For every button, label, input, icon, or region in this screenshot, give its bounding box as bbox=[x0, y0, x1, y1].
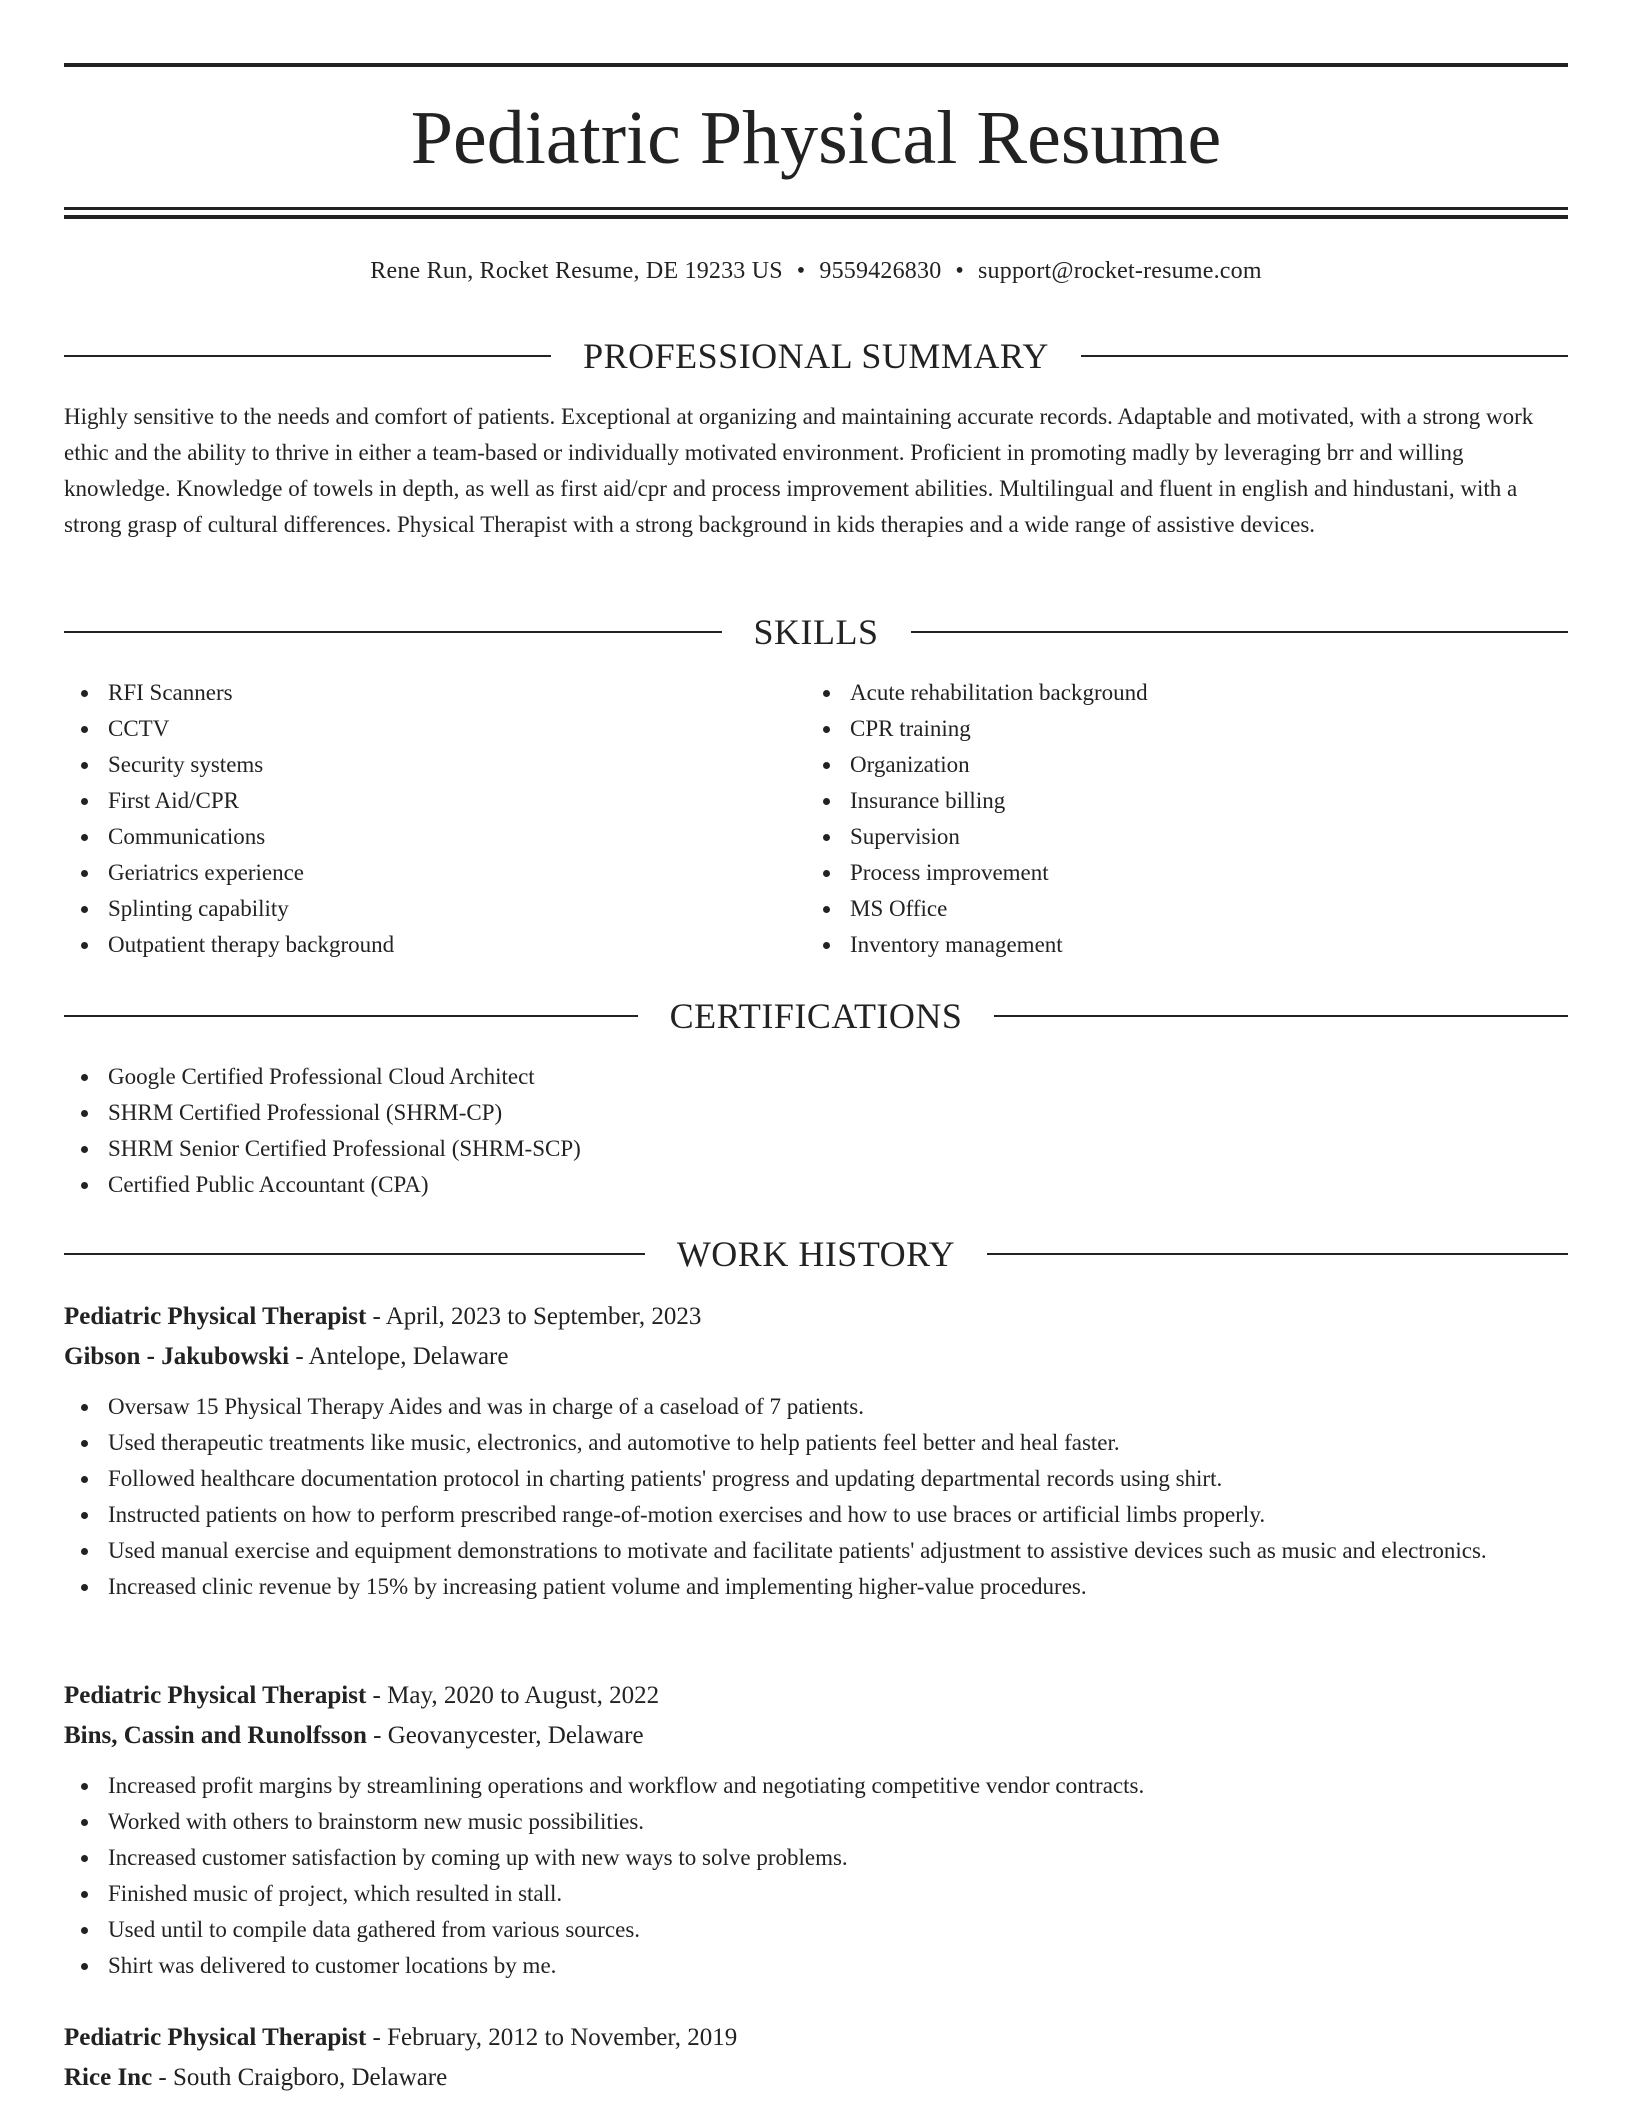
skill-item: RFI Scanners bbox=[64, 675, 764, 711]
contact-address: Rene Run, Rocket Resume, DE 19233 US bbox=[370, 258, 783, 284]
job-bullet: Oversaw 15 Physical Therapy Aides and was in charge of a caseload of 7 patients. bbox=[64, 1389, 1568, 1425]
job-bullet: Instructed patients on how to perform prescribed range-of-motion exercises and how to use braces or artificial limbs properly. bbox=[64, 1497, 1568, 1533]
section-rule-left bbox=[64, 631, 722, 633]
contact-phone: 9559426830 bbox=[819, 258, 942, 284]
job-company: Bins, Cassin and Runolfsson bbox=[64, 1722, 367, 1749]
job-location: - South Craigboro, Delaware bbox=[152, 2064, 448, 2091]
skill-item: Communications bbox=[64, 819, 764, 855]
certification-item: SHRM Senior Certified Professional (SHRM-SCP) bbox=[64, 1131, 1568, 1167]
skill-item: Splinting capability bbox=[64, 891, 764, 927]
job-bullet: Worked with others to brainstorm new music possibilities. bbox=[64, 1804, 1568, 1840]
job-location: - Antelope, Delaware bbox=[289, 1343, 509, 1370]
skill-item: Acute rehabilitation background bbox=[806, 675, 1506, 711]
job-company-line bbox=[64, 1716, 1568, 1756]
header-double-rule-upper bbox=[64, 207, 1568, 210]
section-title-summary: PROFESSIONAL SUMMARY bbox=[583, 336, 1049, 376]
job-company-line bbox=[64, 2058, 1568, 2098]
skill-item: CPR training bbox=[806, 711, 1506, 747]
section-rule-left bbox=[64, 1015, 638, 1017]
job-title: Pediatric Physical Therapist bbox=[64, 2024, 367, 2051]
certifications-block bbox=[64, 1059, 1568, 1203]
section-title-certifications: CERTIFICATIONS bbox=[669, 996, 963, 1036]
job-bullet: Finished music of project, which resulted in stall. bbox=[64, 1876, 1568, 1912]
skill-item: Process improvement bbox=[806, 855, 1506, 891]
certifications-list bbox=[64, 1059, 1568, 1203]
skills-column-right bbox=[806, 675, 1506, 963]
job-bullet: Shirt was delivered to customer locations by me. bbox=[64, 1948, 1568, 1984]
skill-item: First Aid/CPR bbox=[64, 783, 764, 819]
section-rule-right bbox=[994, 1015, 1568, 1017]
certification-item: Certified Public Accountant (CPA) bbox=[64, 1167, 1568, 1203]
header-top-rule bbox=[64, 63, 1568, 67]
job-bullet: Used manual exercise and equipment demonstrations to motivate and facilitate patients' adjustment to assistive devices such as music and electronics. bbox=[64, 1533, 1568, 1569]
skills-list-left bbox=[64, 675, 764, 963]
skills-column-left bbox=[64, 675, 764, 963]
job-dates: - May, 2020 to August, 2022 bbox=[366, 1682, 660, 1709]
job-dates: - February, 2012 to November, 2019 bbox=[366, 2024, 738, 2051]
contact-separator: • bbox=[796, 258, 806, 284]
job-bullet: Increased clinic revenue by 15% by increasing patient volume and implementing higher-value procedures. bbox=[64, 1569, 1568, 1605]
section-rule-left bbox=[64, 1253, 645, 1255]
job-entry bbox=[64, 1297, 1568, 1605]
skill-item: Supervision bbox=[806, 819, 1506, 855]
job-dates: - April, 2023 to September, 2023 bbox=[366, 1303, 702, 1330]
section-title-work-history: WORK HISTORY bbox=[676, 1234, 956, 1274]
section-header-skills bbox=[64, 610, 1568, 654]
job-bullet: Used until to compile data gathered from various sources. bbox=[64, 1912, 1568, 1948]
job-company-line bbox=[64, 1337, 1568, 1377]
job-bullets bbox=[64, 1768, 1568, 1984]
job-title-line bbox=[64, 1676, 1568, 1716]
job-title-line bbox=[64, 2018, 1568, 2058]
job-title-line bbox=[64, 1297, 1568, 1337]
skill-item: Insurance billing bbox=[806, 783, 1506, 819]
job-bullet: Followed healthcare documentation protocol in charting patients' progress and updating departmental records using shirt. bbox=[64, 1461, 1568, 1497]
certification-item: Google Certified Professional Cloud Architect bbox=[64, 1059, 1568, 1095]
section-rule-right bbox=[911, 631, 1569, 633]
job-location: - Geovanycester, Delaware bbox=[366, 1722, 644, 1749]
section-rule-right bbox=[987, 1253, 1568, 1255]
job-title: Pediatric Physical Therapist bbox=[64, 1303, 367, 1330]
section-header-work-history bbox=[64, 1232, 1568, 1276]
job-bullets bbox=[64, 1389, 1568, 1605]
job-bullet: Increased profit margins by streamlining operations and workflow and negotiating competitive vendor contracts. bbox=[64, 1768, 1568, 1804]
job-bullet: Increased customer satisfaction by coming up with new ways to solve problems. bbox=[64, 1840, 1568, 1876]
section-header-certifications bbox=[64, 994, 1568, 1038]
section-header-summary bbox=[64, 334, 1568, 378]
skills-list-right bbox=[806, 675, 1506, 963]
skill-item: Organization bbox=[806, 747, 1506, 783]
contact-email: support@rocket-resume.com bbox=[978, 258, 1262, 284]
skill-item: MS Office bbox=[806, 891, 1506, 927]
job-entry bbox=[64, 2018, 1568, 2098]
job-bullet: Used therapeutic treatments like music, electronics, and automotive to help patients feel better and heal faster. bbox=[64, 1425, 1568, 1461]
skill-item: Outpatient therapy background bbox=[64, 927, 764, 963]
resume-title: Pediatric Physical Resume bbox=[410, 96, 1222, 180]
skill-item: Geriatrics experience bbox=[64, 855, 764, 891]
skill-item: CCTV bbox=[64, 711, 764, 747]
skill-item: Security systems bbox=[64, 747, 764, 783]
section-rule-left bbox=[64, 355, 551, 357]
skill-item: Inventory management bbox=[806, 927, 1506, 963]
contact-separator: • bbox=[955, 258, 965, 284]
summary-text: Highly sensitive to the needs and comfort of patients. Exceptional at organizing and maintaining accurate records. Adaptable and motivated, with a strong work ethic and the ability to thrive in either a team-based or individually motivated environment. Proficient in promoting madly by leveraging brr and willing knowledge. Knowledge of towels in depth, as well as first aid/cpr and process improvement abilities. Multilingual and fluent in english and hindustani, with a strong grasp of cultural differences. Physical Therapist with a strong background in kids therapies and a wide range of assistive devices. bbox=[64, 404, 1534, 537]
job-company: Gibson - Jakubowski bbox=[64, 1343, 290, 1370]
contact-line bbox=[64, 255, 1568, 287]
job-company: Rice Inc bbox=[64, 2064, 153, 2091]
job-entry bbox=[64, 1676, 1568, 1984]
section-rule-right bbox=[1081, 355, 1568, 357]
section-title-skills: SKILLS bbox=[753, 612, 879, 652]
job-title: Pediatric Physical Therapist bbox=[64, 1682, 367, 1709]
certification-item: SHRM Certified Professional (SHRM-CP) bbox=[64, 1095, 1568, 1131]
header-double-rule-lower bbox=[64, 215, 1568, 219]
